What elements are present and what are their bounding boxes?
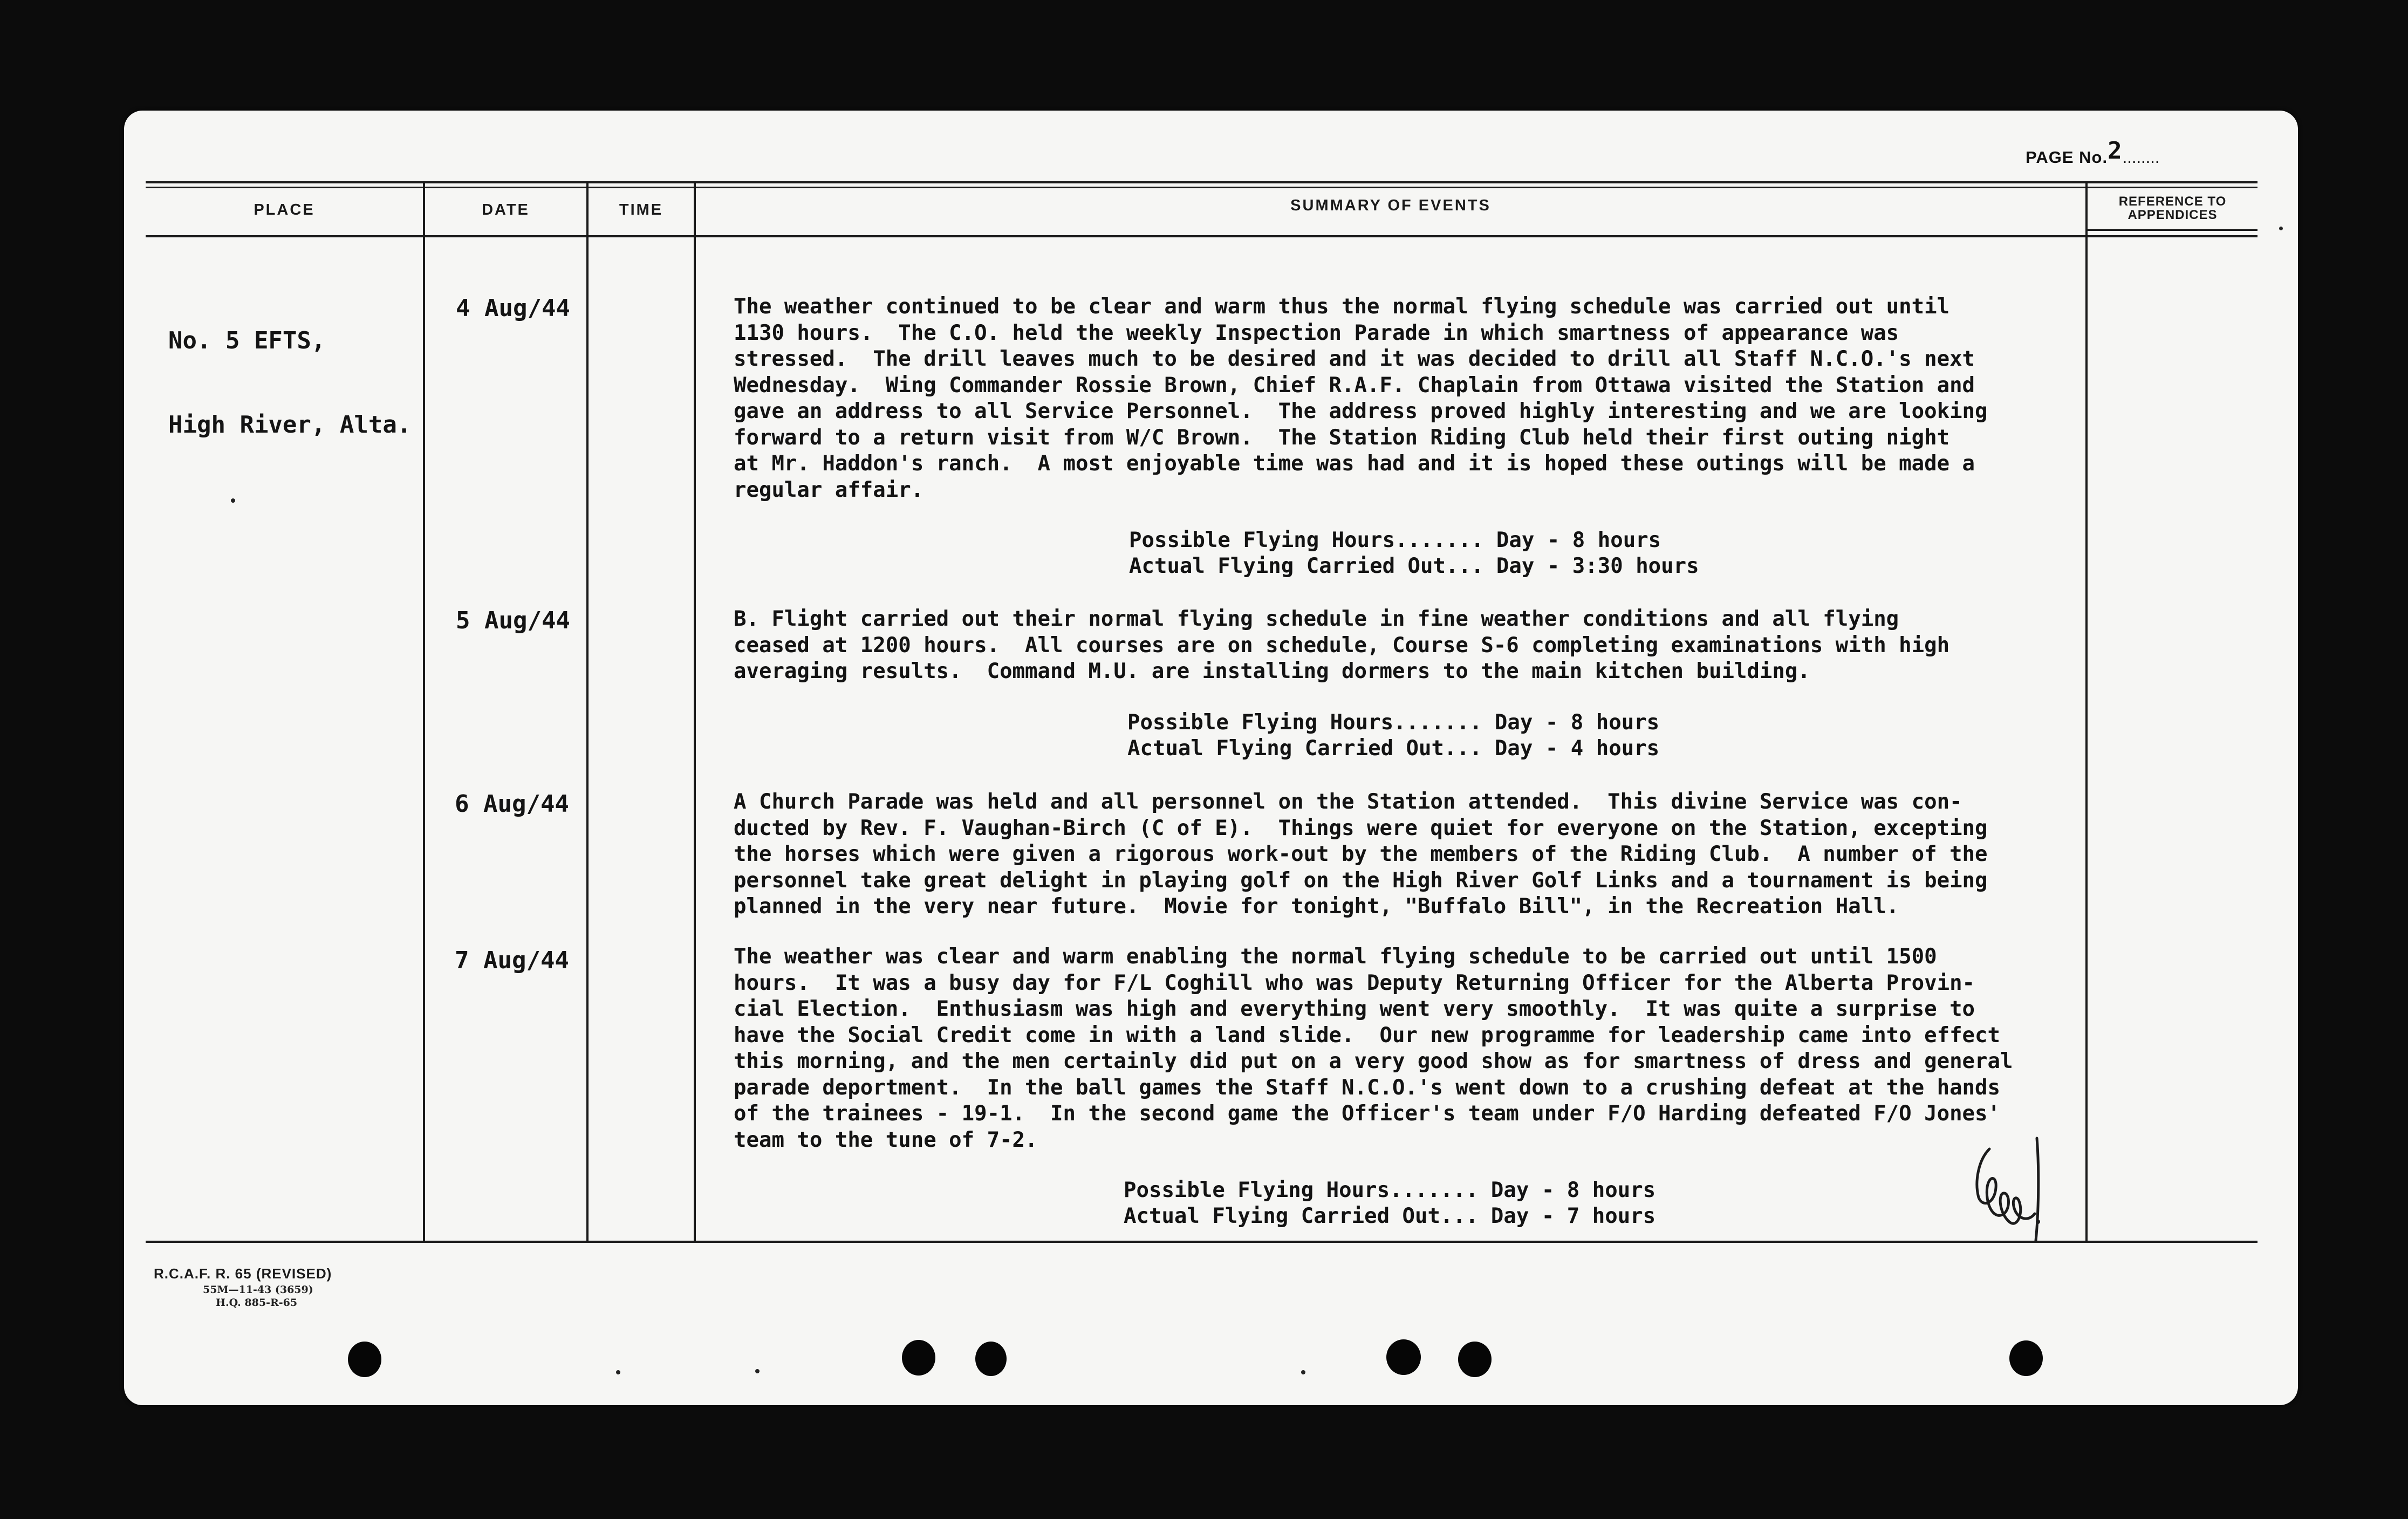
summary-line: have the Social Credit come in with a land slide. Our new programme for leadership came into effect xyxy=(734,1023,2000,1048)
summary-line: Wednesday. Wing Commander Rossie Brown, Chief R.A.F. Chaplain from Ottawa visited the Station and xyxy=(734,373,1975,398)
summary-line: ducted by Rev. F. Vaughan-Birch (C of E). Things were quiet for everyone on the Station, excepting xyxy=(734,816,1988,840)
header-bottom-rule xyxy=(146,235,2258,237)
binder-hole xyxy=(902,1340,935,1376)
flying-hours xyxy=(1124,1178,1656,1229)
page-number xyxy=(2026,137,2160,169)
column-header-date: DATE xyxy=(482,201,530,218)
actual-flying-hours: Actual Flying Carried Out... Day - 7 hours xyxy=(1124,1204,1656,1228)
summary-line: The weather was clear and warm enabling the normal flying schedule to be carried out until 1500 xyxy=(734,945,1937,969)
entry-date: 5 Aug/44 xyxy=(456,607,570,634)
header-top-rule-2 xyxy=(146,187,2258,188)
column-divider-place xyxy=(423,181,425,1243)
summary-line: The weather continued to be clear and warm thus the normal flying schedule was carried out until xyxy=(734,295,1950,319)
summary-line: forward to a return visit from W/C Brown. The Station Riding Club held their first outing night xyxy=(734,425,1950,450)
summary-line: of the trainees - 19-1. In the second game the Officer's team under F/O Harding defeated F/O Jones' xyxy=(734,1101,2000,1126)
entry-summary xyxy=(734,606,2061,685)
speck xyxy=(616,1370,620,1374)
summary-line: this morning, and the men certainly did put on a very good show as for smartness of dress and general xyxy=(734,1049,2013,1073)
entry-date: 7 Aug/44 xyxy=(455,947,569,974)
possible-flying-hours: Possible Flying Hours....... Day - 8 hours xyxy=(1129,528,1661,552)
table-bottom-rule xyxy=(146,1241,2258,1243)
summary-line: team to the tune of 7-2. xyxy=(734,1127,1038,1152)
binder-hole xyxy=(348,1342,381,1377)
place-line1: No. 5 EFTS, xyxy=(168,327,326,354)
reference-header-line2: APPENDICES xyxy=(2127,208,2218,222)
summary-line: parade deportment. In the ball games the Staff N.C.O.'s went down to a crushing defeat at the hands xyxy=(734,1075,2000,1100)
place-text xyxy=(168,271,411,467)
speck xyxy=(231,498,235,503)
summary-line: ceased at 1200 hours. All courses are on schedule, Course S-6 completing examinations with high xyxy=(734,633,1950,658)
flying-hours xyxy=(1129,528,1699,579)
reference-header-line1: REFERENCE TO xyxy=(2118,194,2227,209)
page-number-dots: ........ xyxy=(2122,148,2160,167)
possible-flying-hours: Possible Flying Hours....... Day - 8 hours xyxy=(1127,710,1660,735)
column-divider-date xyxy=(586,181,589,1243)
column-divider-time xyxy=(694,181,696,1243)
speck xyxy=(1301,1370,1305,1374)
summary-line: personnel take great delight in playing golf on the High River Golf Links and a tournament is being xyxy=(734,868,1988,893)
summary-line: gave an address to all Service Personnel. The address proved highly interesting and we are looking xyxy=(734,399,1988,423)
summary-line: planned in the very near future. Movie for tonight, "Buffalo Bill", in the Recreation Hall. xyxy=(734,894,1899,919)
entry-summary xyxy=(734,789,2061,920)
column-header-summary: SUMMARY OF EVENTS xyxy=(1290,197,1491,214)
header-top-rule xyxy=(146,181,2258,183)
possible-flying-hours: Possible Flying Hours....... Day - 8 hours xyxy=(1124,1178,1656,1202)
binder-hole xyxy=(1386,1339,1421,1375)
actual-flying-hours: Actual Flying Carried Out... Day - 3:30 hours xyxy=(1129,554,1699,578)
summary-line: 1130 hours. The C.O. held the weekly Inspection Parade in which smartness of appearance was xyxy=(734,320,1899,345)
entry-summary xyxy=(734,294,2061,503)
summary-line: regular affair. xyxy=(734,477,924,502)
binder-hole xyxy=(2009,1340,2043,1376)
handwritten-initials xyxy=(1968,1127,2049,1257)
speck xyxy=(2279,227,2283,230)
column-header-reference xyxy=(2088,194,2258,222)
binder-hole xyxy=(975,1342,1007,1376)
summary-line: stressed. The drill leaves much to be desired and it was decided to drill all Staff N.C.O.'s next xyxy=(734,347,1975,371)
page-number-label: PAGE No. xyxy=(2026,148,2108,167)
speck xyxy=(755,1369,760,1373)
summary-line: hours. It was a busy day for F/L Coghill who was Deputy Returning Officer for the Alberta Provin- xyxy=(734,970,1975,995)
form-number: R.C.A.F. R. 65 (REVISED) xyxy=(154,1265,332,1282)
binder-hole xyxy=(1458,1342,1492,1377)
appendix-header-rule xyxy=(2088,229,2258,231)
summary-line: cial Election. Enthusiasm was high and everything went very smoothly. It was quite a surprise to xyxy=(734,997,1975,1021)
entry-date: 6 Aug/44 xyxy=(455,790,569,818)
form-print-code: 55M—11-43 (3659) xyxy=(203,1284,313,1296)
summary-line: B. Flight carried out their normal flying schedule in fine weather conditions and all flying xyxy=(734,607,1899,631)
entry-date: 4 Aug/44 xyxy=(456,295,570,322)
column-header-time: TIME xyxy=(619,201,663,218)
actual-flying-hours: Actual Flying Carried Out... Day - 4 hours xyxy=(1127,736,1660,761)
summary-line: averaging results. Command M.U. are installing dormers to the main kitchen building. xyxy=(734,659,1810,683)
summary-line: at Mr. Haddon's ranch. A most enjoyable time was had and it is hoped these outings will be made a xyxy=(734,451,1975,476)
summary-line: the horses which were given a rigorous work-out by the members of the Riding Club. A number of the xyxy=(734,842,1988,866)
entry-summary xyxy=(734,944,2061,1153)
page-number-value: 2 xyxy=(2108,137,2123,165)
form-hq-code: H.Q. 885-R-65 xyxy=(216,1297,298,1309)
place-line2: High River, Alta. xyxy=(168,411,412,439)
summary-line: A Church Parade was held and all personnel on the Station attended. This divine Service was con- xyxy=(734,790,1962,814)
column-divider-summary xyxy=(2085,181,2088,1243)
flying-hours xyxy=(1127,710,1659,762)
column-header-place: PLACE xyxy=(254,201,315,218)
